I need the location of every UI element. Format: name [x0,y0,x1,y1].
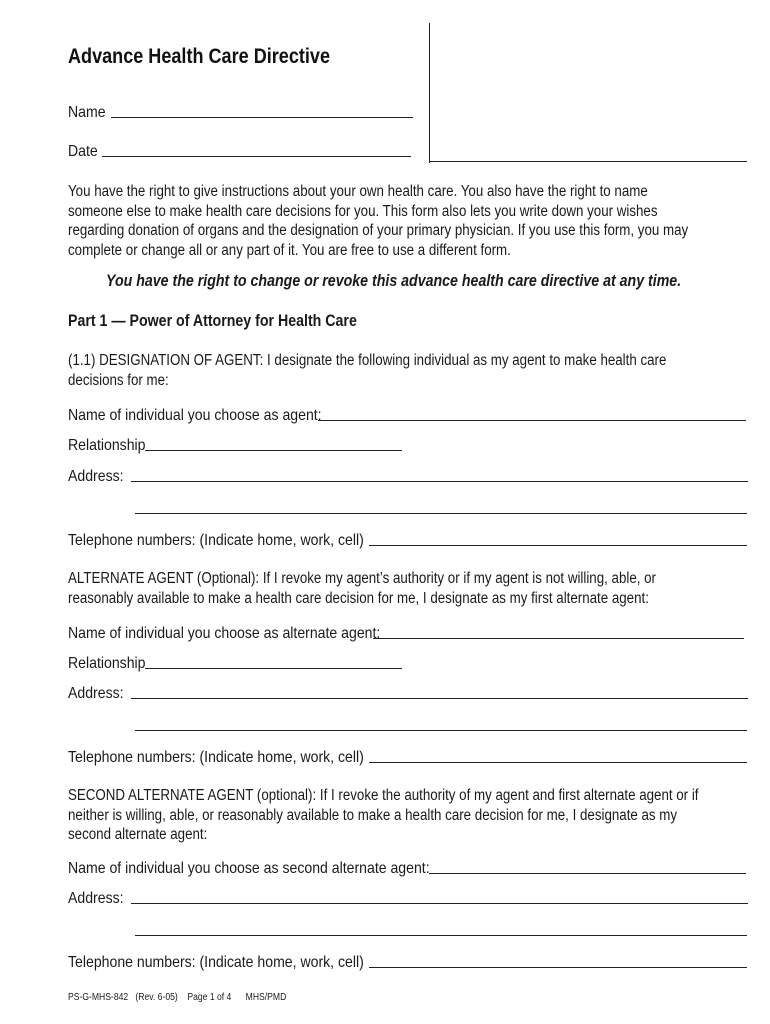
alternate-relationship-label: Relationship [68,655,146,672]
second-alternate-telephone-field[interactable] [68,950,747,972]
second-alternate-telephone-label: Telephone numbers: (Indicate home, work, cell) [68,954,364,971]
designation-line: (1.1) DESIGNATION OF AGENT: I designate the following individual as my agent to make health care [68,352,667,369]
alternate-line: ALTERNATE AGENT (Optional): If I revoke my agent’s authority or if my agent is not willing, able, or [68,570,656,587]
agent-relationship-field[interactable] [68,433,402,455]
part1-heading: Part 1 — Power of Attorney for Health Care [68,312,357,330]
date-line[interactable] [102,156,411,157]
second-alternate-line: SECOND ALTERNATE AGENT (optional): If I revoke the authority of my agent and first alternate agent or if [68,787,699,804]
form-title: Advance Health Care Directive [68,45,330,68]
alternate-address-field[interactable] [68,681,748,703]
alternate-name-field[interactable] [68,621,744,643]
second-alternate-address-line[interactable] [131,903,748,904]
alternate-address-line[interactable] [131,698,748,699]
agent-address-line-2[interactable] [135,513,747,514]
second-alternate-telephone-line[interactable] [369,967,747,968]
agent-name-label: Name of individual you choose as agent: [68,407,322,424]
date-field[interactable] [68,139,411,161]
agent-name-field[interactable] [68,403,746,425]
footer-page-number: Page 1 of 4 [187,992,232,1003]
intro-line: You have the right to give instructions about your own health care. You also have the right to name [68,183,648,200]
agent-telephone-label: Telephone numbers: (Indicate home, work, cell) [68,532,364,549]
second-alternate-address-line-2[interactable] [135,935,747,936]
label-box-bottom-border [429,161,747,162]
intro-line: someone else to make health care decisions for you. This form also lets you write down your wishes [68,202,658,220]
alternate-address-label: Address: [68,685,124,702]
second-alternate-address-label: Address: [68,890,124,907]
agent-relationship-label: Relationship [68,437,146,454]
alternate-telephone-label: Telephone numbers: (Indicate home, work, cell) [68,749,364,766]
alternate-telephone-line[interactable] [369,762,747,763]
intro-line: regarding donation of organs and the designation of your primary physician. If you use this form, you may [68,222,689,239]
intro-paragraph [68,182,748,260]
alternate-relationship-field[interactable] [68,651,402,673]
second-alternate-address-field[interactable] [68,886,748,908]
designation-line: decisions for me: [68,371,169,389]
revoke-rights-notice: You have the right to change or revoke this advance health care directive at any time. [106,272,682,290]
second-alternate-name-field[interactable] [68,856,746,878]
footer-dept: MHS/PMD [245,992,287,1003]
agent-telephone-field[interactable] [68,528,747,550]
patient-name-line[interactable] [111,117,413,118]
footer-form-id: PS-G-MHS-842 [68,992,129,1003]
patient-name-label: Name [68,104,106,121]
alternate-telephone-field[interactable] [68,745,747,767]
designation-paragraph [68,351,748,390]
alternate-name-line[interactable] [373,638,744,639]
agent-address-label: Address: [68,468,124,485]
alternate-agent-paragraph [68,569,748,608]
second-alternate-name-line[interactable] [429,873,746,874]
agent-address-field[interactable] [68,464,748,486]
agent-relationship-line[interactable] [145,450,402,451]
second-alternate-line: second alternate agent: [68,826,208,843]
footer-revision: (Rev. 6-05) [135,992,178,1003]
second-alternate-paragraph [68,786,748,845]
agent-address-line[interactable] [131,481,748,482]
alternate-line: reasonably available to make a health care decision for me, I designate as my first alternate agent: [68,589,649,607]
label-box-left-border [429,23,430,163]
agent-name-line[interactable] [318,420,746,421]
second-alternate-name-label: Name of individual you choose as second alternate agent: [68,860,430,877]
alternate-name-label: Name of individual you choose as alternate agent: [68,625,381,642]
intro-line: complete or change all or any part of it. You are free to use a different form. [68,241,511,259]
patient-name-field[interactable] [68,100,413,122]
date-label: Date [68,143,98,160]
form-footer [68,992,322,1003]
second-alternate-line: neither is willing, able, or reasonably available to make a health care decision for me, I designate as my [68,806,678,824]
alternate-address-line-2[interactable] [135,730,747,731]
agent-telephone-line[interactable] [369,545,747,546]
alternate-relationship-line[interactable] [145,668,402,669]
